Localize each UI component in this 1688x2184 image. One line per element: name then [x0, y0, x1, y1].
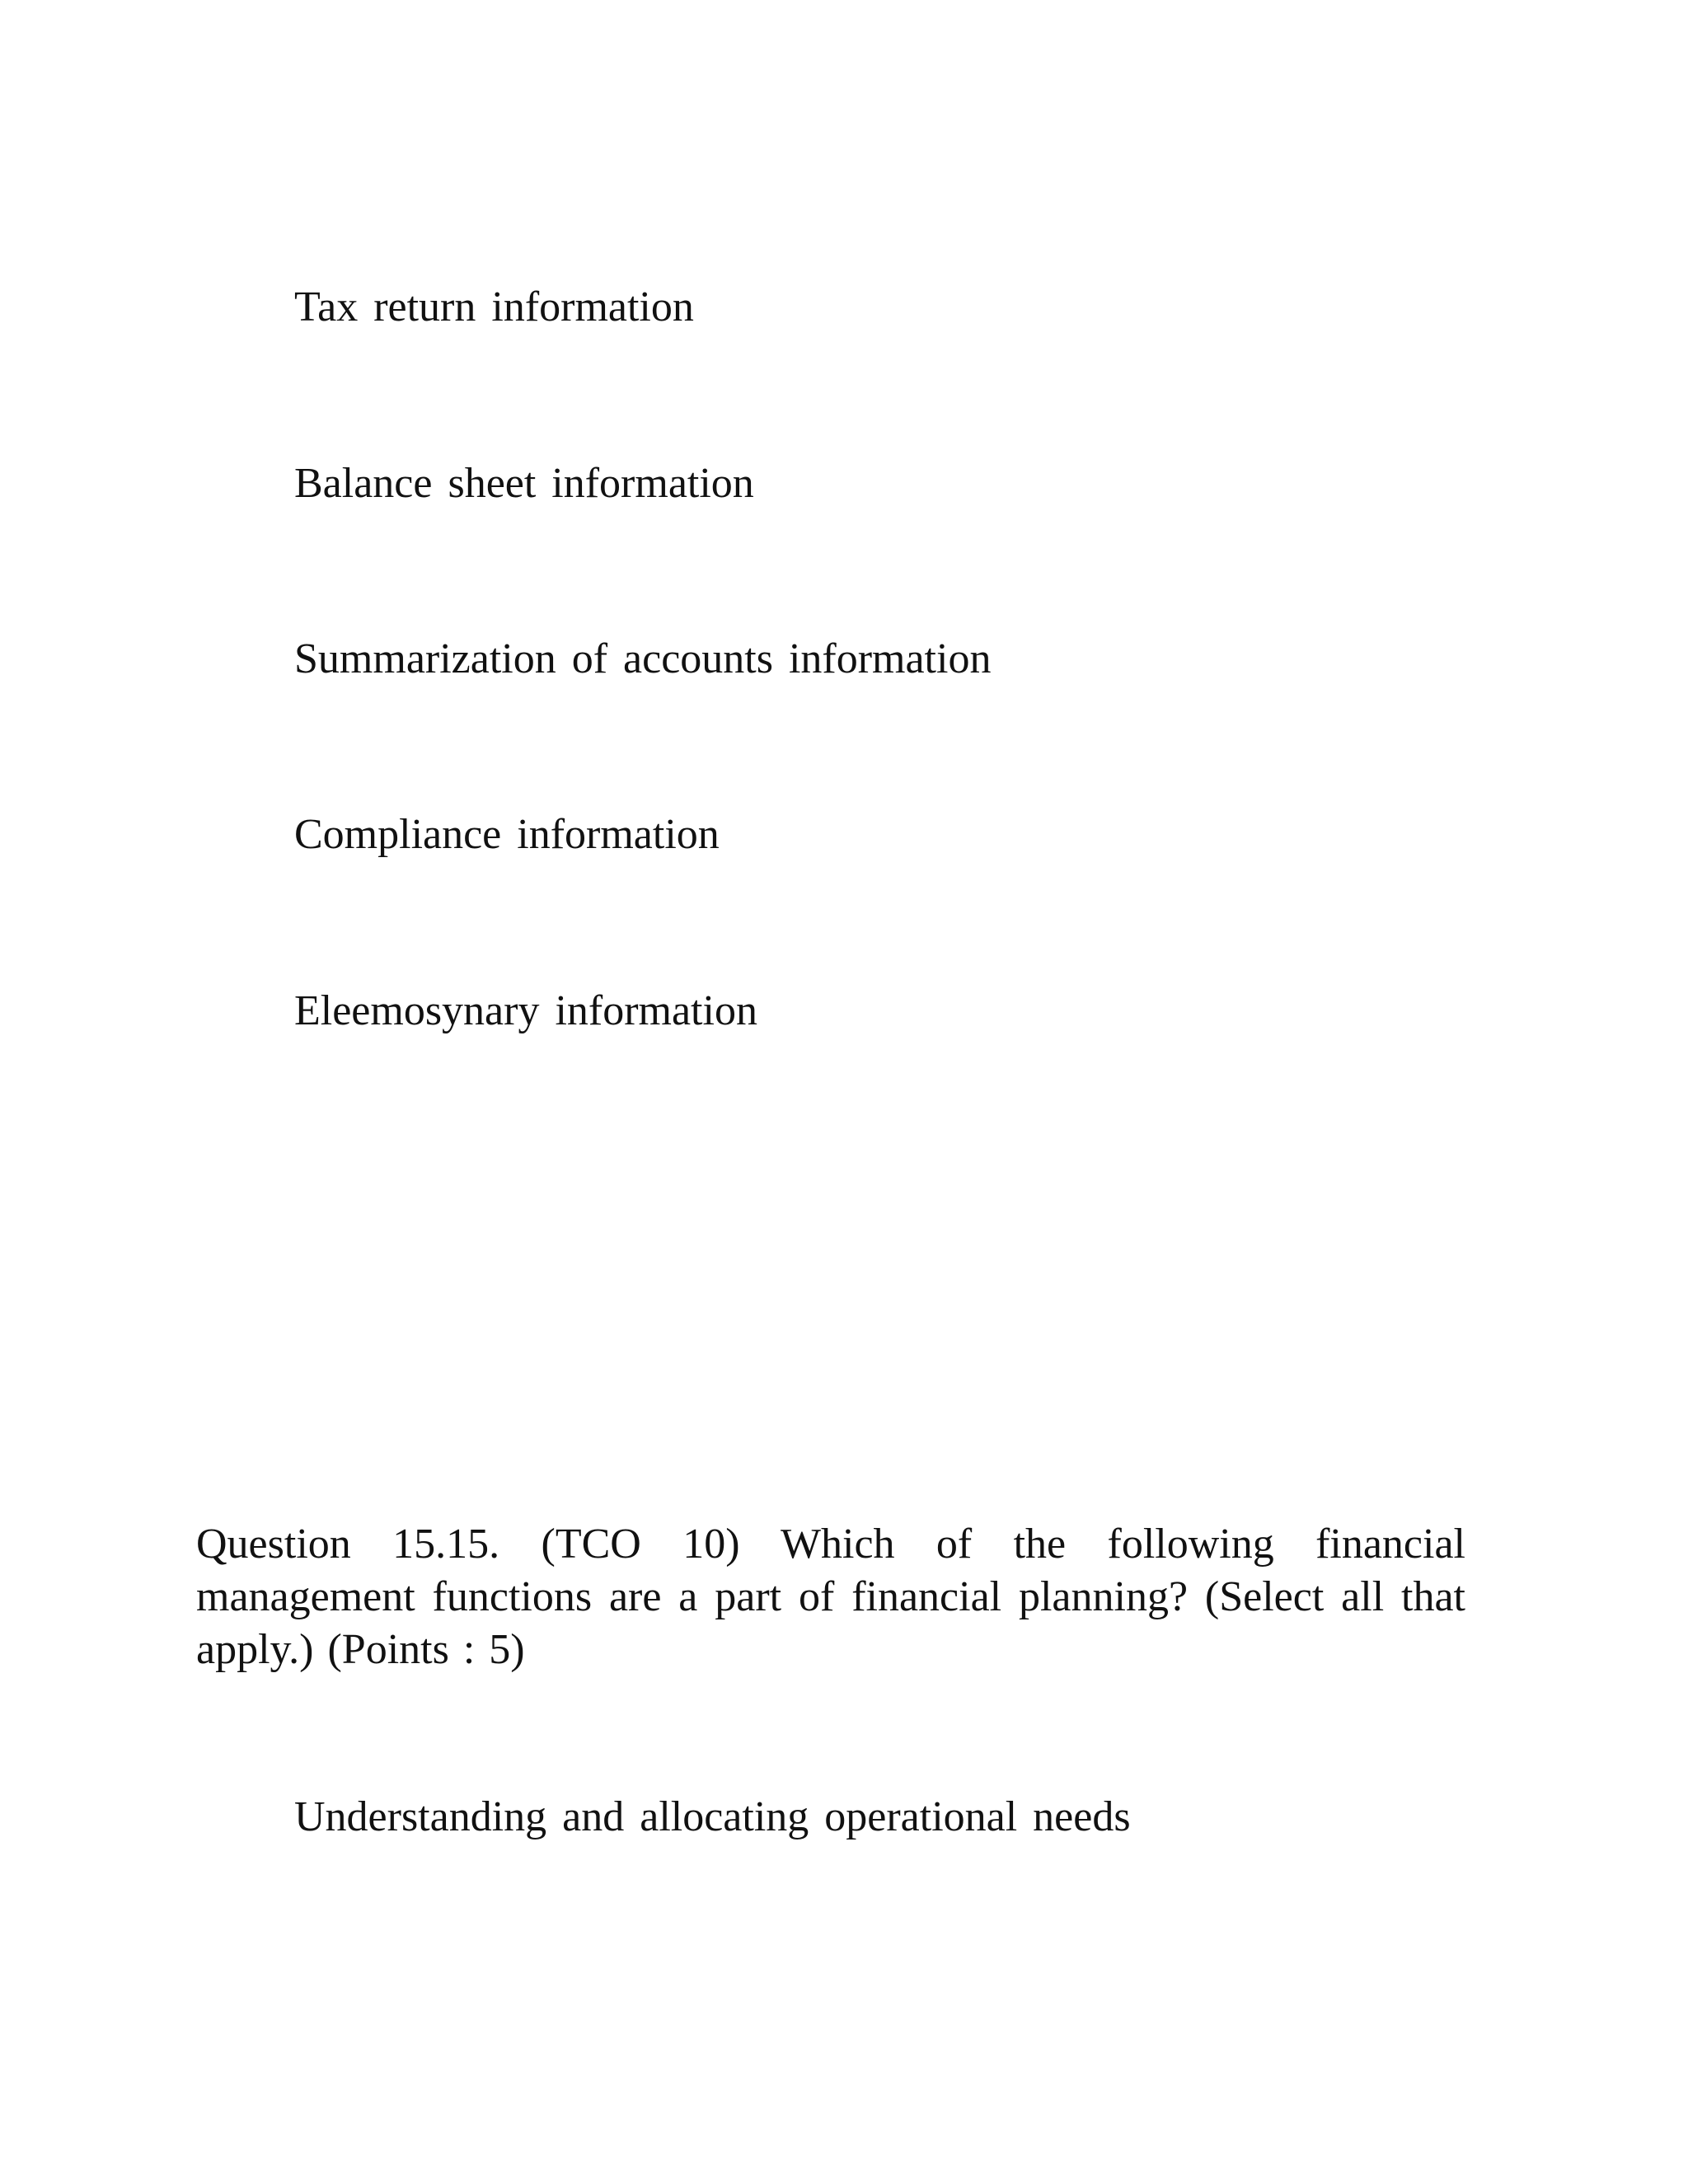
- answer-option: Understanding and allocating operational needs: [294, 1793, 1131, 1840]
- answer-option: Balance sheet information: [294, 460, 754, 507]
- answer-option: Eleemosynary information: [294, 987, 757, 1034]
- question-text: Question 15.15. (TCO 10) Which of the following financial management functions are a part of financial planning? (Select all that apply.) (Points : 5): [196, 1521, 1465, 1673]
- answer-option: Tax return information: [294, 284, 694, 330]
- answer-option: Summarization of accounts information: [294, 635, 992, 682]
- answer-option: Compliance information: [294, 811, 720, 858]
